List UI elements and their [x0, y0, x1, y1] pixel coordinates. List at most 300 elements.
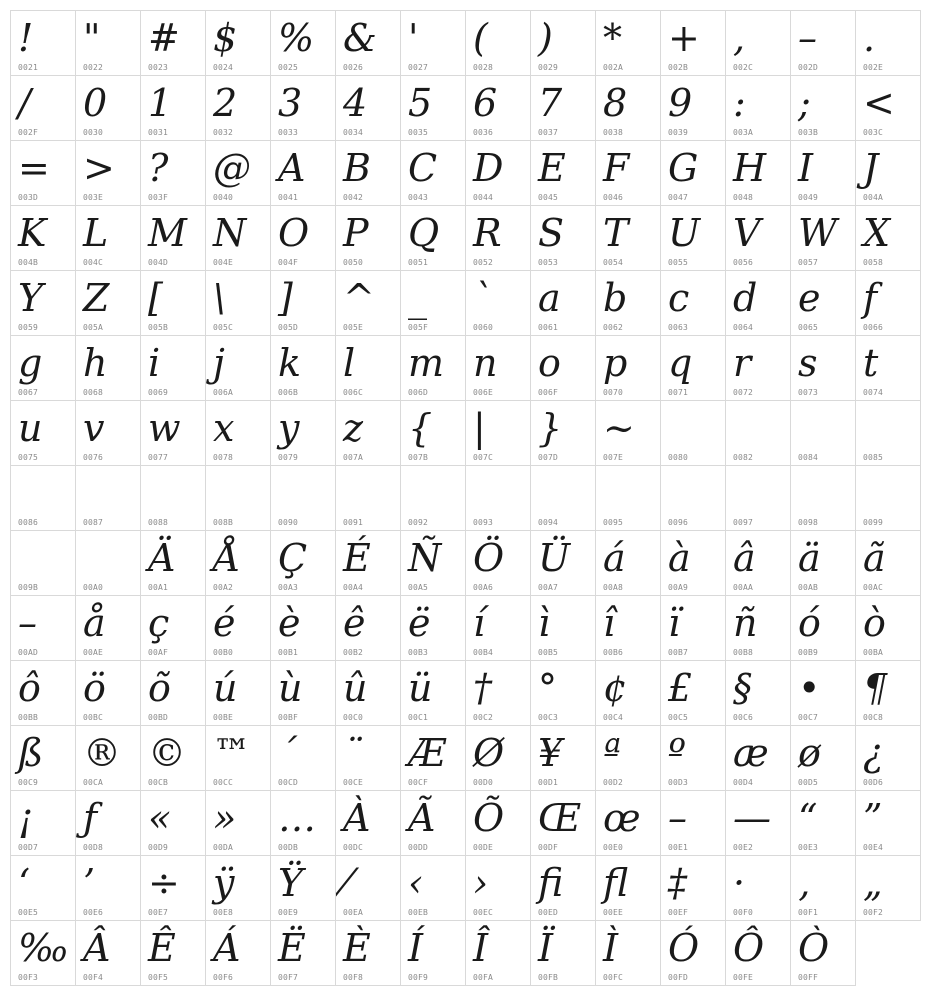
- glyph-cell: [465, 140, 531, 206]
- glyph-code: 0040: [213, 193, 234, 202]
- glyph-code: 0032: [213, 128, 234, 137]
- glyph-cell: [10, 75, 76, 141]
- glyph-character: F: [603, 146, 630, 190]
- glyph-character: É: [343, 536, 371, 580]
- glyph-character: `: [473, 276, 492, 320]
- glyph-cell: [660, 10, 726, 76]
- glyph-cell: [270, 920, 336, 986]
- glyph-cell: [75, 335, 141, 401]
- glyph-code: 00B2: [343, 648, 364, 657]
- glyph-character: ‘: [18, 861, 31, 905]
- glyph-character: D: [473, 146, 504, 190]
- glyph-character: §: [733, 666, 752, 710]
- glyph-cell: [270, 790, 336, 856]
- glyph-code: 005F: [408, 323, 429, 332]
- glyph-cell: [855, 140, 921, 206]
- glyph-code: 0099: [863, 518, 884, 527]
- glyph-cell: [790, 75, 856, 141]
- glyph-character: œ: [603, 796, 641, 840]
- glyph-cell: [855, 855, 921, 921]
- glyph-cell: [595, 920, 661, 986]
- glyph-code: 0044: [473, 193, 494, 202]
- glyph-character: *: [603, 16, 622, 60]
- glyph-code: 00B0: [213, 648, 234, 657]
- glyph-code: 00D9: [148, 843, 169, 852]
- glyph-cell: [530, 335, 596, 401]
- glyph-cell: [335, 920, 401, 986]
- glyph-cell: [400, 790, 466, 856]
- glyph-code: 00D1: [538, 778, 559, 787]
- glyph-cell: [400, 465, 466, 531]
- glyph-character: !: [18, 16, 34, 60]
- glyph-character: Î: [473, 926, 489, 970]
- glyph-code: 00DD: [408, 843, 429, 852]
- glyph-character: E: [538, 146, 566, 190]
- glyph-character: ß: [18, 731, 44, 775]
- glyph-code: 00A9: [668, 583, 689, 592]
- glyph-code: 0061: [538, 323, 559, 332]
- glyph-code: 0075: [18, 453, 39, 462]
- glyph-cell: [595, 10, 661, 76]
- glyph-character: b: [603, 276, 628, 320]
- glyph-code: 00ED: [538, 908, 559, 917]
- glyph-code: 00C8: [863, 713, 884, 722]
- glyph-character: 2: [213, 81, 238, 125]
- glyph-cell: [140, 465, 206, 531]
- glyph-code: 009B: [18, 583, 39, 592]
- glyph-cell: [75, 140, 141, 206]
- glyph-code: 0049: [798, 193, 819, 202]
- glyph-cell: [10, 595, 76, 661]
- glyph-character: K: [18, 211, 47, 255]
- glyph-character: ü: [408, 666, 433, 710]
- glyph-character: á: [603, 536, 626, 580]
- glyph-cell: [595, 595, 661, 661]
- glyph-character: À: [343, 796, 371, 840]
- glyph-cell: [465, 855, 531, 921]
- glyph-character: ]: [278, 276, 293, 320]
- glyph-character: û: [343, 666, 368, 710]
- glyph-cell: [725, 855, 791, 921]
- glyph-code: 00D5: [798, 778, 819, 787]
- glyph-cell: [140, 530, 206, 596]
- glyph-code: 00AB: [798, 583, 819, 592]
- glyph-cell: [530, 75, 596, 141]
- glyph-code: 006D: [408, 388, 429, 397]
- glyph-cell: [75, 920, 141, 986]
- glyph-code: 0076: [83, 453, 104, 462]
- glyph-code: 00AD: [18, 648, 39, 657]
- glyph-code: 00C6: [733, 713, 754, 722]
- glyph-code: 004F: [278, 258, 299, 267]
- glyph-cell: [595, 270, 661, 336]
- glyph-code: 00CB: [148, 778, 169, 787]
- glyph-character: ñ: [733, 601, 758, 645]
- glyph-character: P: [343, 211, 369, 255]
- glyph-character: ‰: [18, 926, 69, 970]
- glyph-cell: [205, 530, 271, 596]
- glyph-code: 006E: [473, 388, 494, 397]
- glyph-character: r: [733, 341, 752, 385]
- glyph-code: 0094: [538, 518, 559, 527]
- glyph-code: 00F7: [278, 973, 299, 982]
- glyph-cell: [270, 595, 336, 661]
- glyph-character: G: [668, 146, 699, 190]
- glyph-cell: [660, 725, 726, 791]
- glyph-code: 00EF: [668, 908, 689, 917]
- glyph-code: 00FA: [473, 973, 494, 982]
- glyph-cell: [400, 595, 466, 661]
- glyph-character: s: [798, 341, 818, 385]
- glyph-cell: [530, 530, 596, 596]
- glyph-code: 0034: [343, 128, 364, 137]
- glyph-code: 0036: [473, 128, 494, 137]
- glyph-cell: [10, 140, 76, 206]
- glyph-cell: [530, 400, 596, 466]
- glyph-cell: [855, 205, 921, 271]
- glyph-cell: [530, 205, 596, 271]
- glyph-cell: [205, 270, 271, 336]
- glyph-character: Ì: [603, 926, 619, 970]
- glyph-cell: [400, 10, 466, 76]
- glyph-code: 00DA: [213, 843, 234, 852]
- glyph-code: 0067: [18, 388, 39, 397]
- glyph-cell: [75, 465, 141, 531]
- glyph-code: 0084: [798, 453, 819, 462]
- glyph-code: 002E: [863, 63, 884, 72]
- glyph-code: 005E: [343, 323, 364, 332]
- glyph-cell: [335, 400, 401, 466]
- glyph-cell: [400, 205, 466, 271]
- glyph-character: L: [83, 211, 109, 255]
- glyph-character: B: [343, 146, 371, 190]
- glyph-character: Í: [408, 926, 424, 970]
- glyph-cell: [725, 335, 791, 401]
- glyph-cell: [335, 465, 401, 531]
- glyph-character: º: [668, 731, 686, 775]
- glyph-code: 0023: [148, 63, 169, 72]
- glyph-code: 00B8: [733, 648, 754, 657]
- glyph-cell: [335, 270, 401, 336]
- glyph-code: 00F2: [863, 908, 884, 917]
- glyph-code: 0086: [18, 518, 39, 527]
- glyph-code: 0070: [603, 388, 624, 397]
- glyph-code: 00C2: [473, 713, 494, 722]
- glyph-character: …: [278, 796, 316, 840]
- glyph-cell: [595, 335, 661, 401]
- glyph-code: 00BE: [213, 713, 234, 722]
- glyph-cell: [790, 205, 856, 271]
- glyph-cell: [465, 920, 531, 986]
- glyph-cell: [660, 140, 726, 206]
- glyph-cell: [725, 595, 791, 661]
- glyph-code: 0038: [603, 128, 624, 137]
- glyph-code: 002B: [668, 63, 689, 72]
- glyph-cell: [140, 205, 206, 271]
- glyph-cell: [465, 790, 531, 856]
- glyph-cell: [270, 855, 336, 921]
- glyph-character: V: [733, 211, 761, 255]
- glyph-character: ^: [343, 276, 375, 320]
- glyph-cell: [595, 725, 661, 791]
- glyph-code: 00B3: [408, 648, 429, 657]
- glyph-code: 00F1: [798, 908, 819, 917]
- glyph-character: î: [603, 601, 616, 645]
- glyph-character: Ï: [538, 926, 554, 970]
- glyph-cell: [140, 790, 206, 856]
- glyph-character: é: [213, 601, 236, 645]
- glyph-character: T: [603, 211, 629, 255]
- glyph-cell: [790, 335, 856, 401]
- glyph-cell: [140, 660, 206, 726]
- glyph-code: 00FF: [798, 973, 819, 982]
- glyph-cell: [75, 270, 141, 336]
- glyph-code: 00F9: [408, 973, 429, 982]
- glyph-code: 00C3: [538, 713, 559, 722]
- glyph-cell: [725, 920, 791, 986]
- glyph-character: ¥: [538, 731, 563, 775]
- glyph-cell: [465, 465, 531, 531]
- glyph-cell: [400, 400, 466, 466]
- glyph-code: 0058: [863, 258, 884, 267]
- glyph-code: 00D2: [603, 778, 624, 787]
- glyph-character: ?: [148, 146, 169, 190]
- glyph-cell: [855, 400, 921, 466]
- glyph-cell: [10, 660, 76, 726]
- glyph-cell: [725, 75, 791, 141]
- glyph-cell: [660, 660, 726, 726]
- glyph-character: ¶: [863, 666, 888, 710]
- glyph-cell: [75, 855, 141, 921]
- glyph-cell: [10, 400, 76, 466]
- glyph-character: Â: [83, 926, 111, 970]
- glyph-character: â: [733, 536, 756, 580]
- glyph-code: 005A: [83, 323, 104, 332]
- glyph-cell: [205, 140, 271, 206]
- glyph-cell: [140, 270, 206, 336]
- glyph-code: 0079: [278, 453, 299, 462]
- glyph-character: Ü: [538, 536, 571, 580]
- glyph-cell: [465, 205, 531, 271]
- glyph-code: 00F3: [18, 973, 39, 982]
- glyph-code: 0021: [18, 63, 39, 72]
- glyph-cell: [75, 660, 141, 726]
- glyph-character: ç: [148, 601, 170, 645]
- glyph-character: (: [473, 16, 488, 60]
- glyph-cell: [400, 75, 466, 141]
- glyph-code: 0065: [798, 323, 819, 332]
- glyph-code: 00C9: [18, 778, 39, 787]
- glyph-character: °: [538, 666, 557, 710]
- glyph-code: 0035: [408, 128, 429, 137]
- glyph-cell: [75, 725, 141, 791]
- glyph-character: ’: [83, 861, 96, 905]
- glyph-code: 00D4: [733, 778, 754, 787]
- glyph-character: J: [863, 146, 879, 190]
- glyph-cell: [205, 725, 271, 791]
- glyph-character: ): [538, 16, 553, 60]
- glyph-code: 0074: [863, 388, 884, 397]
- glyph-cell: [660, 270, 726, 336]
- glyph-character: å: [83, 601, 106, 645]
- glyph-character: fl: [603, 861, 629, 905]
- glyph-character: æ: [733, 731, 769, 775]
- glyph-code: 0096: [668, 518, 689, 527]
- glyph-code: 00BC: [83, 713, 104, 722]
- glyph-code: 008B: [213, 518, 234, 527]
- glyph-character: >: [83, 146, 115, 190]
- glyph-code: 00A7: [538, 583, 559, 592]
- glyph-character: t: [863, 341, 879, 385]
- glyph-character: I: [798, 146, 814, 190]
- glyph-cell: [790, 790, 856, 856]
- glyph-character: h: [83, 341, 108, 385]
- glyph-character: Ç: [278, 536, 308, 580]
- glyph-code: 0026: [343, 63, 364, 72]
- glyph-cell: [595, 205, 661, 271]
- glyph-character: U: [668, 211, 701, 255]
- glyph-cell: [725, 465, 791, 531]
- glyph-cell: [205, 920, 271, 986]
- glyph-character: Œ: [538, 796, 582, 840]
- glyph-character: a: [538, 276, 561, 320]
- glyph-cell: [530, 270, 596, 336]
- glyph-code: 0088: [148, 518, 169, 527]
- glyph-code: 0024: [213, 63, 234, 72]
- glyph-character: Ã: [408, 796, 436, 840]
- glyph-cell: [855, 10, 921, 76]
- glyph-cell: [270, 10, 336, 76]
- glyph-character: #: [148, 16, 180, 60]
- glyph-cell: [270, 465, 336, 531]
- glyph-character: q: [668, 341, 693, 385]
- glyph-character: ”: [863, 796, 883, 840]
- glyph-code: 00A6: [473, 583, 494, 592]
- glyph-cell: [75, 530, 141, 596]
- glyph-character: n: [473, 341, 498, 385]
- glyph-cell: [270, 660, 336, 726]
- glyph-code: 006F: [538, 388, 559, 397]
- glyph-character: <: [863, 81, 895, 125]
- glyph-cell: [530, 725, 596, 791]
- glyph-character: Ê: [148, 926, 176, 970]
- glyph-cell: [790, 725, 856, 791]
- glyph-character: %: [278, 16, 315, 60]
- glyph-code: 0087: [83, 518, 104, 527]
- glyph-character: Ö: [473, 536, 505, 580]
- glyph-cell: [660, 465, 726, 531]
- glyph-code: 00D3: [668, 778, 689, 787]
- glyph-code: 003C: [863, 128, 884, 137]
- glyph-character: m: [408, 341, 445, 385]
- glyph-cell: [10, 10, 76, 76]
- glyph-cell: [75, 205, 141, 271]
- glyph-character: R: [473, 211, 502, 255]
- glyph-character: Õ: [473, 796, 505, 840]
- glyph-cell: [140, 335, 206, 401]
- glyph-code: 00D8: [83, 843, 104, 852]
- glyph-cell: [595, 530, 661, 596]
- glyph-cell: [10, 790, 76, 856]
- glyph-cell: [530, 855, 596, 921]
- glyph-cell: [790, 920, 856, 986]
- glyph-code: 00A1: [148, 583, 169, 592]
- glyph-cell: [270, 725, 336, 791]
- glyph-cell: [400, 725, 466, 791]
- glyph-code: 00AA: [733, 583, 754, 592]
- glyph-character: Q: [408, 211, 440, 255]
- glyph-code: 00D0: [473, 778, 494, 787]
- glyph-code: 00AE: [83, 648, 104, 657]
- glyph-code: 00DC: [343, 843, 364, 852]
- glyph-code: 0037: [538, 128, 559, 137]
- glyph-code: 00B9: [798, 648, 819, 657]
- glyph-character: N: [213, 211, 247, 255]
- glyph-code: 00E5: [18, 908, 39, 917]
- glyph-code: 00EE: [603, 908, 624, 917]
- glyph-cell: [10, 270, 76, 336]
- glyph-code: 0025: [278, 63, 299, 72]
- glyph-code: 006B: [278, 388, 299, 397]
- glyph-code: 0046: [603, 193, 624, 202]
- glyph-cell: [270, 530, 336, 596]
- glyph-cell: [660, 400, 726, 466]
- glyph-cell: [140, 140, 206, 206]
- glyph-character: ÿ: [213, 861, 235, 905]
- glyph-character: l: [343, 341, 356, 385]
- glyph-cell: [530, 595, 596, 661]
- glyph-character: „: [863, 861, 883, 905]
- glyph-cell: [660, 75, 726, 141]
- glyph-code: 00A3: [278, 583, 299, 592]
- glyph-cell: [725, 660, 791, 726]
- glyph-cell: [335, 725, 401, 791]
- glyph-code: 0066: [863, 323, 884, 332]
- glyph-code: 0090: [278, 518, 299, 527]
- glyph-character: i: [148, 341, 161, 385]
- glyph-cell: [205, 855, 271, 921]
- glyph-code: 0092: [408, 518, 429, 527]
- glyph-cell: [10, 855, 76, 921]
- glyph-code: 0029: [538, 63, 559, 72]
- glyph-cell: [270, 270, 336, 336]
- glyph-code: 003A: [733, 128, 754, 137]
- glyph-cell: [855, 790, 921, 856]
- glyph-code: 0039: [668, 128, 689, 137]
- glyph-cell: [530, 660, 596, 726]
- glyph-cell: [790, 530, 856, 596]
- glyph-character: C: [408, 146, 438, 190]
- glyph-code: 0057: [798, 258, 819, 267]
- glyph-character: [: [148, 276, 163, 320]
- glyph-cell: [205, 10, 271, 76]
- glyph-code: 0050: [343, 258, 364, 267]
- glyph-cell: [205, 335, 271, 401]
- glyph-character: =: [18, 146, 50, 190]
- glyph-code: 0080: [668, 453, 689, 462]
- glyph-code: 0048: [733, 193, 754, 202]
- glyph-character: Ø: [473, 731, 505, 775]
- glyph-character: ã: [863, 536, 886, 580]
- glyph-character: —: [733, 796, 771, 840]
- glyph-character: f: [863, 276, 878, 320]
- glyph-character: Z: [83, 276, 110, 320]
- glyph-code: 00D6: [863, 778, 884, 787]
- glyph-cell: [140, 75, 206, 141]
- glyph-cell: [595, 660, 661, 726]
- glyph-character: ÷: [148, 861, 180, 905]
- glyph-code: 00A4: [343, 583, 364, 592]
